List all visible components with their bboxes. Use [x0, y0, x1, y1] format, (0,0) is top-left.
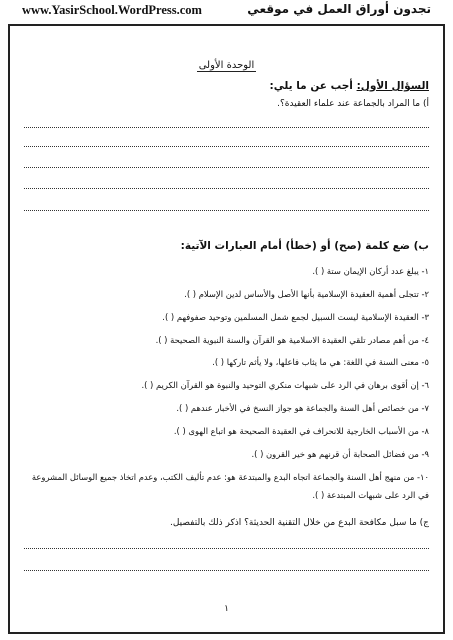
answer-line	[24, 167, 429, 168]
page-number: ١	[224, 604, 229, 614]
unit-title-wrapper	[0, 60, 453, 71]
statement-item: ١- يبلغ عدد أركان الإيمان ستة ( ).	[312, 266, 429, 276]
statement-item: ٢- تتجلى أهمية العقيدة الإسلامية بأنها الأصل والأساس لدين الإسلام ( ).	[184, 289, 429, 299]
statement-item: ٣- العقيدة الإسلامية ليست السبيل لجمع شمل المسلمين وتوحيد صفوفهم ( ).	[162, 312, 429, 322]
question-a: أ) ما المراد بالجماعة عند علماء العقيدة؟.	[277, 99, 429, 109]
page-frame	[8, 24, 445, 634]
statement-item: ١٠- من منهج أهل السنة والجماعة اتجاه البدع والمبتدعة هو: عدم تأليف الكتب، وعدم اتخاذ جميع الوسائل المشروعة في الرد على شبهات المبتدعة ( ).	[31, 472, 429, 500]
website-url: www.YasirSchool.WordPress.com	[22, 3, 202, 17]
statement-item: ٨- من الأسباب الخارجية للانحراف في العقيدة الصحيحة هو اتباع الهوى ( ).	[173, 426, 429, 436]
answer-line	[24, 188, 429, 189]
statement-item: ٩- من فضائل الصحابة أن قرنهم هو خير القرون ( ).	[251, 449, 429, 459]
statement-item: ٥- معنى السنة في اللغة: هي ما يثاب فاعلها، ولا يأثم تاركها ( ).	[212, 357, 429, 367]
answer-line	[24, 146, 429, 147]
statement-item: ٧- من خصائص أهل السنة والجماعة هو جواز النسخ في الأخبار عندهم ( ).	[176, 403, 429, 413]
statement-item: ٤- من أهم مصادر تلقي العقيدة الاسلامية هو القرآن والسنة النبوية الصحيحة ( ).	[155, 335, 429, 345]
question-c: ج) ما سبل مكافحة البدع من خلال التقنية الحديثة؟ اذكر ذلك بالتفصيل.	[169, 518, 429, 528]
section1-heading	[270, 80, 429, 92]
statement-item: ٦- إن أقوى برهان في الرد على شبهات منكري التوحيد والنبوة هو القرآن الكريم ( ).	[141, 380, 429, 390]
answer-line	[24, 548, 429, 549]
answer-line	[24, 210, 429, 211]
answer-line	[24, 127, 429, 128]
section1-label: السؤال الأول:	[356, 80, 429, 92]
unit-title: الوحدة الأولى	[198, 60, 255, 71]
answer-line	[24, 570, 429, 571]
section1-instruction: أجب عن ما يلي:	[269, 80, 353, 92]
promo-text: تجدون أوراق العمل في موقعي	[247, 2, 431, 16]
section2-heading: ب) ضع كلمة (صح) أو (خطأ) أمام العبارات الآتية:	[180, 240, 429, 252]
